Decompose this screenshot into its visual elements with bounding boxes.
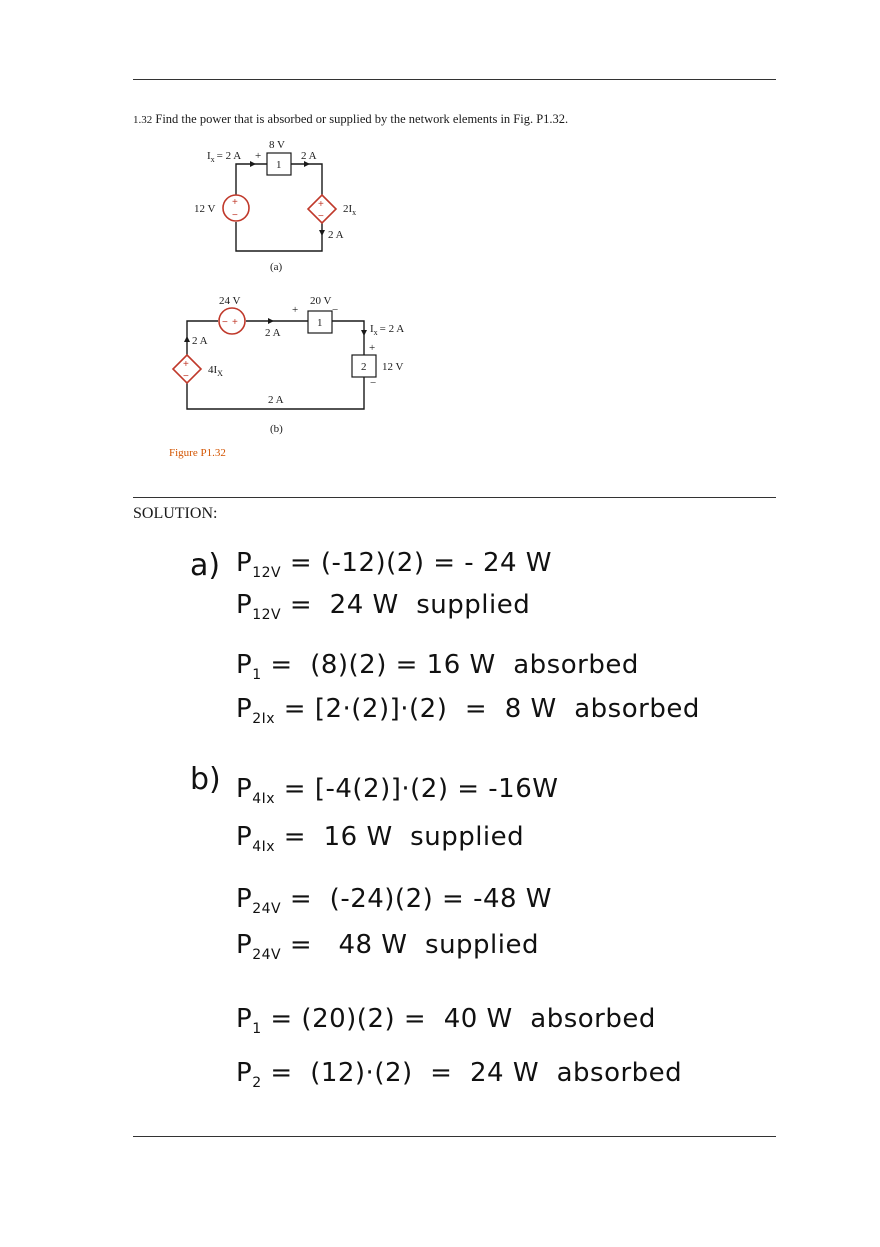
- part-a-label: a): [190, 548, 221, 583]
- svg-text:+: +: [232, 317, 238, 328]
- svg-text:Ix= 2 A: $I_x = 2$ A: [207, 150, 242, 164]
- svg-text:−: −: [318, 211, 324, 222]
- solution-rule: [133, 497, 776, 498]
- svg-text:−: −: [332, 304, 339, 316]
- solution-heading: SOLUTION:: [133, 505, 218, 522]
- svg-text:−: −: [232, 210, 238, 221]
- element-1-voltage-label: 20 V: [310, 295, 332, 307]
- svg-text:2Ix: $2I_x$: [343, 203, 357, 217]
- problem-number: 1.32: [133, 114, 153, 126]
- solution-b-line: $P_{24V} = (-24)(2) = -48$ W: [236, 884, 553, 917]
- circuit-b: [160, 292, 430, 437]
- solution-b-line: $P_2 = (12)\cdot(2) = 24$ W absorbed: [236, 1058, 683, 1091]
- svg-text:−: −: [183, 371, 189, 382]
- solution-a-line: $P_{12V} = 24$ W supplied: [236, 590, 531, 623]
- source-24v-label: 24 V: [219, 295, 241, 307]
- circuit-a: [180, 134, 380, 279]
- solution-a-line: $P_{2Ix} = [2\cdot(2)]\cdot(2) = 8$ W absorbed: [236, 694, 700, 727]
- top-current-label: 2 A: [265, 327, 281, 339]
- svg-text:+: +: [255, 150, 262, 162]
- left-current-label: 2 A: [192, 335, 208, 347]
- problem-statement: [133, 112, 568, 127]
- ix-label: I: [207, 150, 211, 162]
- solution-b-line: $P_{4Ix} = [-4(2)]\cdot(2) = -16W$: [236, 774, 559, 807]
- svg-text:4IX: $4I_X$: [208, 364, 223, 378]
- solution-b-line: $P_{24V} = 48$ W supplied: [236, 930, 540, 963]
- caption-a: (a): [270, 261, 283, 273]
- left-source-label: 12 V: [194, 203, 216, 215]
- top-rule: [133, 79, 776, 80]
- top-voltage-label: 8 V: [269, 139, 285, 151]
- solution-a-line: $P_1 = (8)(2) = 16$ W absorbed: [236, 650, 639, 683]
- svg-text:+: +: [292, 304, 299, 316]
- solution-b-line: $P_{4Ix} = 16$ W supplied: [236, 822, 525, 855]
- part-b-label: b): [190, 762, 221, 797]
- top-current-label: 2 A: [301, 150, 317, 162]
- svg-text:−: −: [370, 377, 377, 389]
- svg-text:+: +: [183, 359, 189, 370]
- svg-text:+: +: [232, 197, 238, 208]
- dep-source-label: 2I: [343, 203, 353, 215]
- svg-text:Ix= 2 A: $I_x = 2$ A: [370, 323, 405, 337]
- svg-text:2: 2: [361, 361, 367, 373]
- svg-text:+: +: [318, 199, 324, 210]
- solution-a-line: $P_{12V} = (-12)(2)$ = - 24 W: [236, 548, 553, 581]
- caption-b: (b): [270, 423, 283, 435]
- problem-text: Find the power that is absorbed or supplied by the network elements in Fig. P1.32.: [155, 112, 569, 126]
- solution-b-line: $P_1 = (20)(2) = 40$ W absorbed: [236, 1004, 656, 1037]
- element-1-label: 1: [276, 159, 282, 171]
- bottom-current-label: 2 A: [268, 394, 284, 406]
- svg-text:+: +: [369, 342, 376, 354]
- right-current-label: 2 A: [328, 229, 344, 241]
- svg-text:−: −: [222, 317, 228, 328]
- figure-caption: Figure P1.32: [169, 447, 226, 459]
- bottom-rule: [133, 1136, 776, 1137]
- element-2-voltage-label: 12 V: [382, 361, 404, 373]
- svg-text:1: 1: [317, 317, 323, 329]
